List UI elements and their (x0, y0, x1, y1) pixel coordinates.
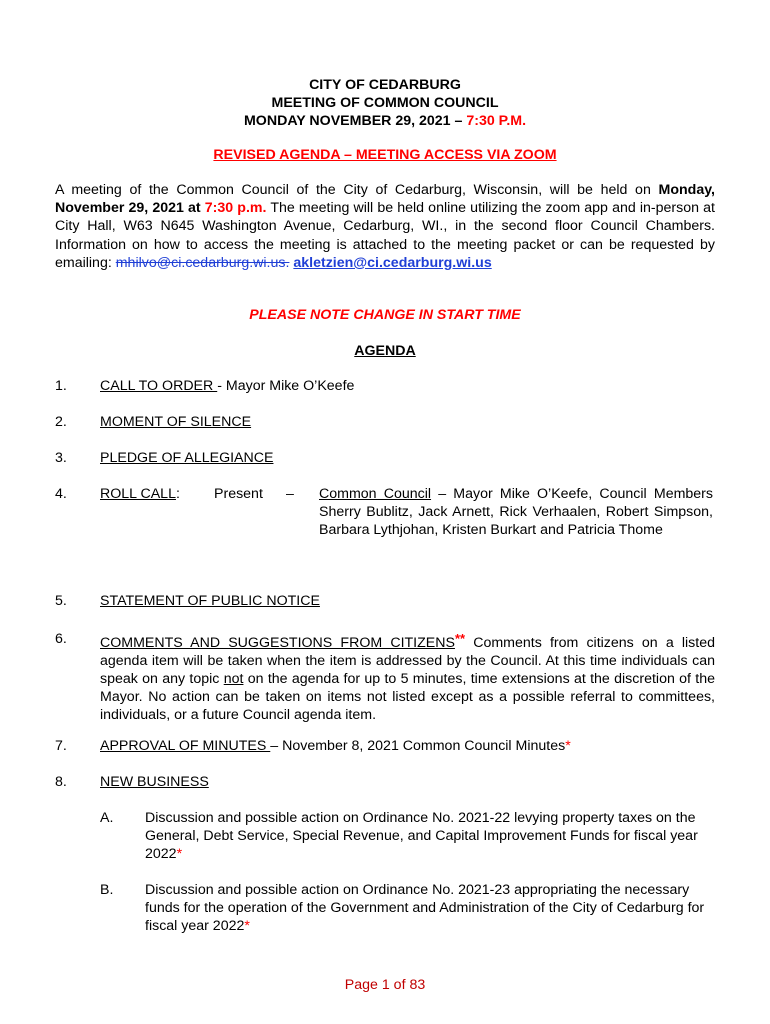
revised-agenda-title: REVISED AGENDA – MEETING ACCESS VIA ZOOM (213, 147, 557, 163)
document-header (0, 76, 770, 130)
item-title: MOMENT OF SILENCE (100, 414, 252, 430)
asterisk-mark: * (176, 846, 183, 862)
item-title: PLEDGE OF ALLEGIANCE (100, 450, 274, 466)
page-number: Page 1 of 83 (344, 977, 426, 993)
item-title: CALL TO ORDER (100, 378, 218, 394)
asterisk-mark: * (244, 918, 250, 934)
meeting-time: 7:30 P.M. (466, 113, 527, 129)
asterisk-mark: * (565, 738, 571, 754)
email-link[interactable]: akletzien@ci.cedarburg.wi.us (293, 254, 492, 271)
asterisk-mark: ** (454, 631, 466, 646)
item-title: ROLL CALL (100, 486, 176, 502)
intro-paragraph: A meeting of the Common Council of the City of Cedarburg, Wisconsin, will be held on Monday, November 29, 2021 at 7:30 p.m. The meeting will be held online utilizing the zoom app and in-person at City Hall, W63 N645 Washington Avenue, Cedarburg, WI., in the second floor Council Chambers. Information on how to access the meeting is attached to the meeting packet or can be requested by emailing: mhilvo@ci.cedarburg.wi.us. akletzien@ci.cedarburg.wi.us (55, 182, 715, 271)
item-title: NEW BUSINESS (100, 774, 209, 790)
agenda-title: AGENDA (354, 343, 416, 359)
council-members: Common Council – Mayor Mike O’Keefe, Council Members Sherry Bublitz, Jack Arnett, Rick Verhaalen, Robert Simpson, Barbara Lythjohan, Kristen Burkart and Patricia Thome (319, 486, 713, 538)
meeting-date: MONDAY NOVEMBER 29, 2021 – 7:30 P.M. (243, 113, 527, 129)
struck-email-link[interactable]: mhilvo@ci.cedarburg.wi.us. (115, 254, 290, 271)
roll-present: Present (214, 486, 263, 502)
document-page: CITY OF CEDARBURG MEETING OF COMMON COUNCIL MONDAY NOVEMBER 29, 2021 – 7:30 P.M. REVISED AGENDA – MEETING ACCESS VIA ZOOM A meeting of the Common Council of the City of Cedarburg, Wisconsin, will be held on Monday, November 29, 2021 at 7:30 p.m. The meeting will be held online utilizing the zoom app and in-person at City Hall, W63 N645 Washington Avenue, Cedarburg, WI., in the second floor Council Chambers. Information on how to access the meeting is attached to the meeting packet or can be requested by emailing: mhilvo@ci.cedarburg.wi.us. akletzien@ci.cedarburg.wi.us PLEASE NOTE CHANGE IN START TIME AGENDA 1. CALL TO ORDER - Mayor Mike O’Keefe 2. MOMENT OF SILENCE 3. PLEDGE OF ALLEGIANCE 4. ROLL CALL: Present – Common Council – Mayor Mike O’Keefe, Council Members Sherry Bublitz, Jack Arnett, Rick Verhaalen, Robert Simpson, Barbara Lythjohan, Kristen Burkart and Patricia Thome 5. STATEMENT OF PUBLIC NOTICE 6. COMMENTS AND SUGGESTIONS FROM CITIZENS** Comments from citizens on a listed agenda item will be taken when the item is addressed by the Council. At this time individuals can speak on any topic not on the agenda for up to 5 minutes, time extensions at the discretion of the Mayor. No action can be taken on items not listed except as a possible referral to committees, individuals, or a future Council agenda item. 7. APPROVAL OF MINUTES – November 8, 2021 Common Council Minutes* 8. NEW BUSINESS A. Discussion and possible action on Ordinance No. 2021-22 levying property taxes on the General, Debt Service, Special Revenue, and Capital Improvement Funds for fiscal year 2022* B. Discussion and possible action on Ordinance No. 2021-23 appropriating the necessary funds for the operation of the Government and Administration of the City of Cedarburg for fiscal year 2022* Page 1 of 83 (0, 0, 770, 1024)
item-title: STATEMENT OF PUBLIC NOTICE (100, 593, 320, 609)
meeting-title: MEETING OF COMMON COUNCIL (271, 95, 499, 111)
item-title: COMMENTS AND SUGGESTIONS FROM CITIZENS (100, 635, 455, 651)
city-name: CITY OF CEDARBURG (309, 77, 461, 93)
item-title: APPROVAL OF MINUTES (100, 738, 271, 754)
start-time-note: PLEASE NOTE CHANGE IN START TIME (249, 307, 521, 323)
